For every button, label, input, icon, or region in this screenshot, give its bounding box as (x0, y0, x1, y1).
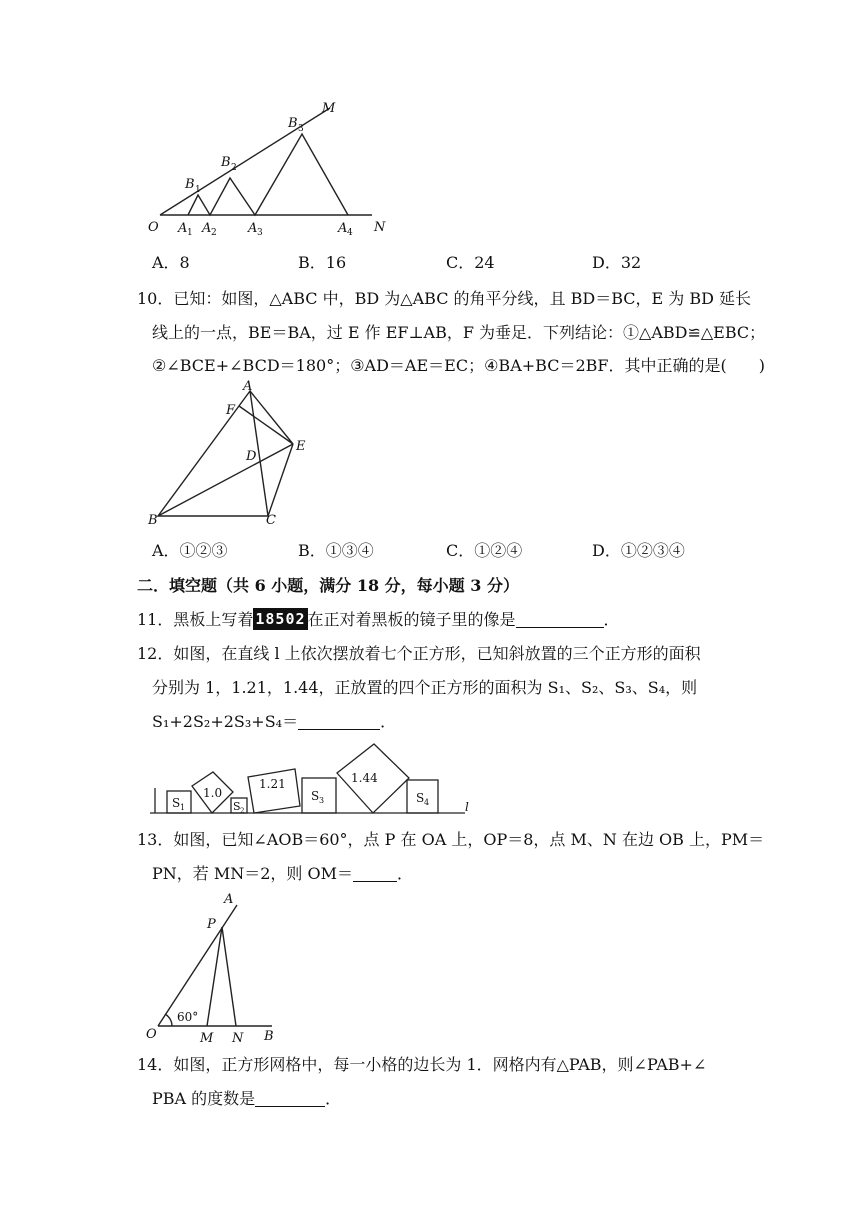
label-S4: S (416, 791, 425, 805)
label-P: P (207, 917, 216, 932)
q9-option-a[interactable]: A．8 (152, 253, 190, 272)
label-A: A (224, 892, 234, 907)
label-S1: S (172, 796, 181, 810)
label-N: N (374, 220, 386, 235)
label-M: M (200, 1031, 214, 1045)
q10-option-b[interactable]: B．①③④ (298, 541, 374, 560)
q10-text-line3: ②∠BCE+∠BCD＝180°；③AD＝AE＝EC；④BA+BC＝2BF．其中正确的是( ) (152, 356, 765, 375)
q10-option-d[interactable]: D．①②③④ (592, 541, 685, 560)
q11-text: 11．黑板上写着 18502 在正对着黑板的镜子里的像是 ． (137, 610, 620, 629)
q10-figure (140, 378, 330, 528)
q12-figure (145, 740, 485, 818)
blackboard-digits: 18502 (255, 610, 306, 628)
label-B1: B (185, 177, 195, 192)
label-B: B (264, 1029, 274, 1044)
q11-answer-blank[interactable] (516, 611, 604, 628)
q10-option-a[interactable]: A．①②③ (152, 541, 228, 560)
label-S3: S (311, 789, 320, 803)
q9-option-b[interactable]: B．16 (298, 253, 347, 272)
label-A: A (243, 379, 253, 394)
svg-text:3: 3 (257, 228, 263, 238)
svg-text:2: 2 (211, 228, 217, 238)
label-B2: B (221, 155, 231, 170)
q12-text-line1: 12．如图，在直线 l 上依次摆放着七个正方形，已知斜放置的三个正方形的面积 (137, 644, 701, 663)
q9-figure (140, 95, 400, 240)
q9-option-d[interactable]: D．32 (592, 253, 642, 272)
svg-text:2: 2 (231, 163, 237, 173)
svg-text:3: 3 (298, 124, 304, 134)
svg-text:1: 1 (195, 185, 201, 195)
q12-answer-blank[interactable] (298, 713, 380, 730)
q13-text-line2: PN，若 MN＝2，则 OM＝ ． (152, 864, 414, 883)
q10-text-line2: 线上的一点，BE＝BA，过 E 作 EF⊥AB，F 为垂足．下列结论：①△ABD≌△EBC； (152, 323, 766, 342)
q13-text-line1: 13．如图，已知∠AOB＝60°，点 P 在 OA 上，OP＝8，点 M、N 在边 OB 上，PM＝ (137, 830, 765, 849)
q14-text-line2: PBA 的度数是 ． (152, 1089, 342, 1108)
q14-answer-blank[interactable] (255, 1090, 325, 1107)
q12-text-line2: 分别为 1，1.21，1.44，正放置的四个正方形的面积为 S₁、S₂、S₃、S₄，则 (152, 678, 698, 697)
label-B3: B (288, 116, 298, 131)
label-l: l (465, 800, 469, 814)
q13-answer-blank[interactable] (353, 865, 397, 882)
label-O: O (148, 220, 159, 235)
q10-option-c[interactable]: C．①②④ (446, 541, 523, 560)
label-F: F (226, 403, 236, 418)
label-area-1.0: 1.0 (203, 786, 223, 800)
label-M: M (322, 101, 336, 116)
q12-text-line3: S₁+2S₂+2S₃+S₄＝ ． (152, 712, 397, 731)
svg-text:1: 1 (180, 803, 186, 812)
label-O: O (146, 1027, 157, 1042)
label-B: B (148, 513, 158, 528)
label-A3: A (248, 221, 258, 236)
svg-text:2: 2 (240, 807, 245, 815)
section-title: 二．填空题（共 6 小题，满分 18 分，每小题 3 分） (137, 576, 519, 595)
angle-label: 60° (177, 1010, 199, 1024)
svg-text:4: 4 (347, 228, 353, 238)
q13-figure (140, 890, 290, 1045)
label-N: N (232, 1031, 244, 1045)
label-A4: A (338, 221, 348, 236)
q10-text-line1: 10．已知：如图，△ABC 中，BD 为△ABC 的角平分线，且 BD＝BC，E 为 BD 延长 (137, 289, 752, 308)
label-D: D (246, 449, 257, 464)
q9-option-c[interactable]: C．24 (446, 253, 495, 272)
q14-text-line1: 14．如图，正方形网格中，每一小格的边长为 1．网格内有△PAB，则∠PAB+∠ (137, 1055, 707, 1074)
label-S2: S (233, 800, 241, 813)
label-area-1.44: 1.44 (351, 771, 378, 785)
label-A2: A (202, 221, 212, 236)
svg-text:1: 1 (187, 228, 193, 238)
label-area-1.21: 1.21 (259, 777, 286, 791)
label-E: E (296, 439, 306, 454)
svg-text:4: 4 (424, 798, 430, 807)
label-C: C (266, 513, 276, 528)
label-A1: A (178, 221, 188, 236)
svg-text:3: 3 (319, 796, 325, 805)
